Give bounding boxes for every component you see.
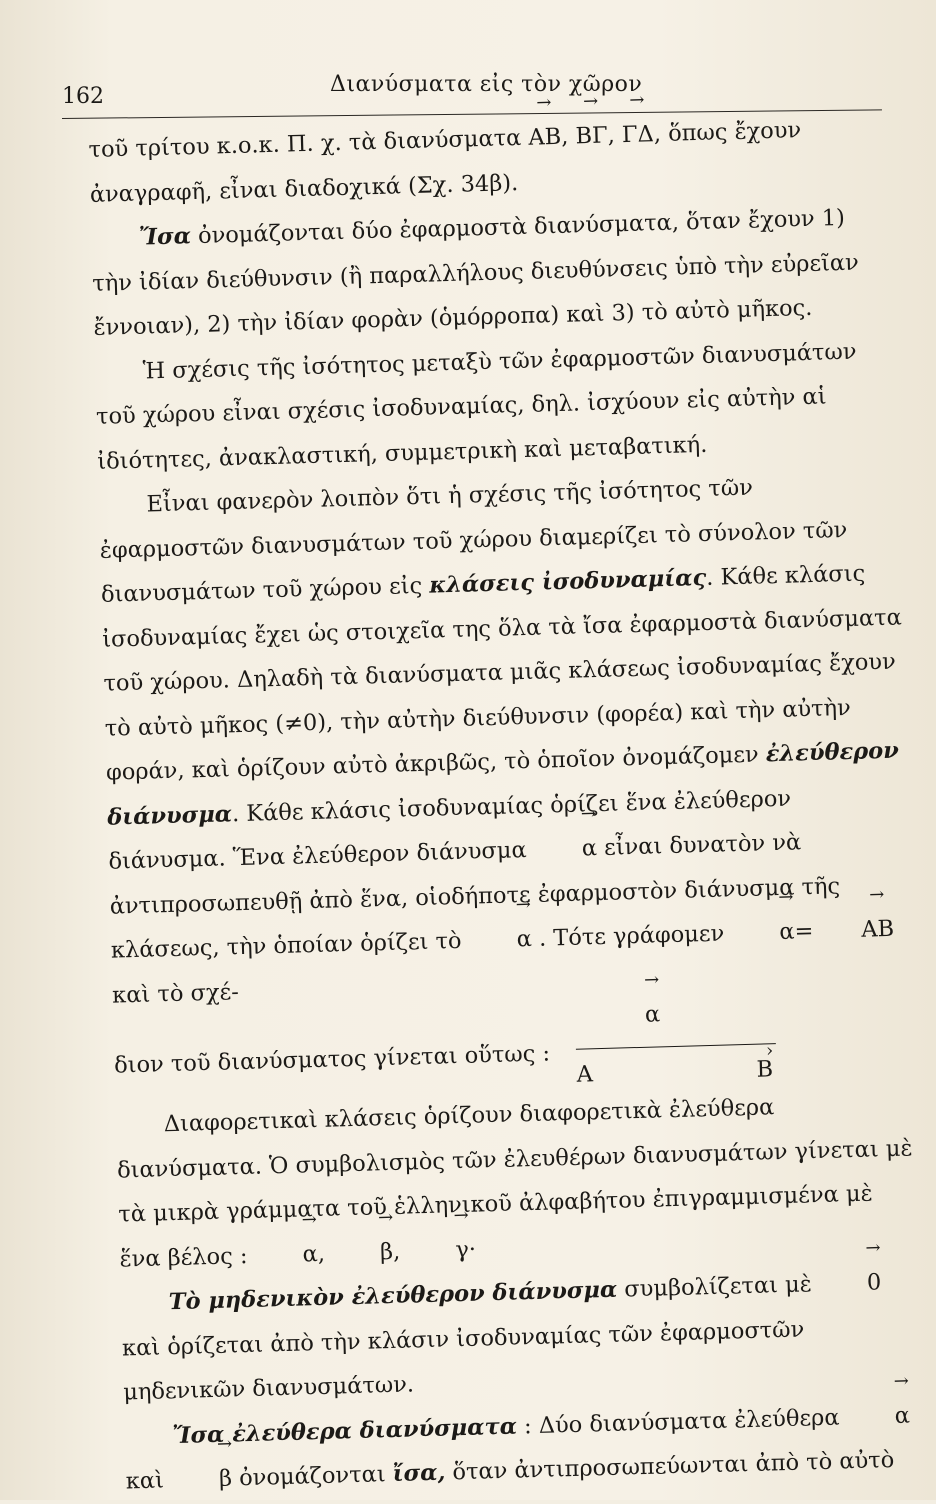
text-run: καὶ τὸ σχέ- [111,978,240,1009]
term-equal-free-vectors: Ἴσα ἐλεύθερα διανύσματα [172,1413,518,1449]
vector-a: → α [846,1393,910,1439]
text-run: Ἡ σχέσις τῆς ἰσότητος μεταξὺ τῶν ἐφαρμοστῶν διανυσμάτων τοῦ χώρου εἶναι σχέσις ἰσοδυναμίας, δηλ. ἰσχύουν εἰς αὐτὴν αἱ ἰδιότητες, ἀνακλαστική, συμμετρικὴ καὶ μεταβατική. [95,338,857,475]
text-run: . Τότε γράφομεν [531,920,732,952]
text-run: Εἶναι φανερὸν λοιπὸν ὅτι ἡ σχέσις τῆς ἰσότητος τῶν ἐφαρμοστῶν διανυσμάτων τοῦ χώρου διαμερίζει τὸ σύνολον τῶν διανυσμάτων τοῦ χώρου εἰς [99,474,848,608]
vector-a: → α [468,917,532,963]
text-run: · [468,1236,477,1263]
vector-gd: → ΓΔ [621,112,654,157]
arrowhead-icon: › [765,1040,774,1062]
equals-sign: = [794,918,814,945]
page-number: 162 [62,84,104,109]
term-isa: ἴσα, [392,1459,446,1488]
term-isa: Ἴσα [138,223,192,251]
figure-vector-line [576,1043,776,1050]
paragraph-1: τοῦ τρίτου κ.ο.κ. Π. χ. τὰ διανύσματα → AB, → BΓ, → ΓΔ, ὅπως ἔχουν ἀναγραφῆ, εἶναι διαδοχικά (Σχ. 34β). [88,106,890,217]
figure-lead-text: διον τοῦ διανύσματος γίνεται οὕτως : [113,1040,551,1079]
running-title: Διανύσματα εἰς τὸν χῶρον [330,72,643,97]
text-run: , ὅπως ἔχουν ἀναγραφῆ, εἶναι διαδοχικά (Σχ. 34β). [89,117,802,208]
text-run: ὀνομάζονται δύο ἐφαρμοστὰ διανύσματα, ὅταν ἔχουν 1) τὴν ἰδίαν διεύθυνσιν (ἢ παραλλήλους διευθύνσεις ὑπὸ τὴν εὐρεῖαν ἔννοιαν), 2) τὴν ἰδίαν φορὰν (ὁμόρροπα) καὶ 3) τὸ αὐτὸ μῆκος. [91,204,860,341]
vector-ab: → AB [813,907,895,954]
vector-a: → α [731,910,795,956]
point-a-label: A [576,1061,594,1088]
text-run: καὶ [125,1467,172,1495]
page-body [88,106,926,1504]
vector-alpha: → α [254,1232,318,1278]
text-run: . Κάθε κλάσις ἰσοδυναμίας ἔχει ὡς στοιχεῖα της ὅλα τὰ ἴσα ἐφαρμοστὰ διανύσματα τοῦ χώρου. Δηλαδὴ τὰ διανύσματα μιᾶς κλάσεως ἰσοδυναμίας ἔχουν τὸ αὐτὸ μῆκος (≠0), τὴν αὐτὴν διεύθυνσιν (φορέα) καὶ τὴν αὐτὴν φοράν, καὶ ὁρίζουν αὐτὸ ἀκριβῶς, τὸ ὁποῖον ὀνομάζομεν [101,560,903,786]
term-zero-free-vector: Τὸ μηδενικὸν ἐλεύθερον διάνυσμα [168,1276,618,1316]
text-run: τοῦ τρίτου κ.ο.κ. Π. χ. τὰ διανύσματα [88,124,529,163]
text-run: ὀνομάζονται [231,1461,394,1492]
vector-beta: → β [331,1229,393,1275]
vector-zero: → 0 [818,1260,882,1306]
term-equivalence-classes: κλάσεις ἰσοδυναμίας [428,564,707,599]
text-run: καὶ ὁρίζεται ἀπὸ τὴν κλάσιν ἰσοδυναμίας τῶν ἐφαρμοστῶν μηδενικῶν διανυσμάτων. [121,1315,805,1406]
paragraph-classes [98,462,913,1018]
separator: , [317,1240,333,1267]
vector-a: → α [533,826,597,872]
text-run: . Κάθε κλάσις ἰσοδυναμίας ὁρίζει ἕνα ἐλεύθερον διάνυσμα. Ἕνα ἐλεύθερον διάνυσμα [108,785,792,875]
separator: , [392,1238,408,1265]
text-run: εἶναι δυνατὸν νὰ ἀντιπροσωπευθῇ ἀπὸ ἕνα, οἱοδήποτε ἐφαρμοστὸν διάνυσμα τῆς κλάσεως, τὴν ὁποίαν ὁρίζει τὸ [109,829,841,964]
paragraph-notation [115,1081,920,1281]
vector-bg: → BΓ [575,114,608,159]
vector-b: → β [170,1457,232,1503]
text-run: : Δύο διανύσματα ἐλεύθερα [516,1403,848,1440]
term-free-vector: ἐλεύθερον διάνυσμα [106,737,900,831]
figure-vector-label: → α [644,992,660,1037]
point-b-label: B [756,1056,774,1083]
paragraph-zero-vector [120,1259,923,1415]
text-run: συμβολίζεται μὲ [616,1271,820,1303]
vector-gamma: → γ [407,1227,470,1273]
paragraph-equivalence [94,328,897,484]
text-run: ὅταν ἀντιπροσωπεύωνται ἀπὸ τὸ αὐτὸ [444,1447,895,1486]
vector-ab: → AB [528,115,562,160]
paragraph-equal-definition [90,195,893,351]
text-run: Διαφορετικαὶ κλάσεις ὁρίζουν διαφορετικὰ ἐλεύθερα διανύσματα. Ὁ συμβολισμὸς τῶν ἐλευθέρων διανυσμάτων γίνεται μὲ τὰ μικρὰ γράμματα τοῦ ἑλληνικοῦ ἀλφαβήτου ἐπιγραμμισμένα μὲ ἕνα βέλος : [116,1094,913,1273]
